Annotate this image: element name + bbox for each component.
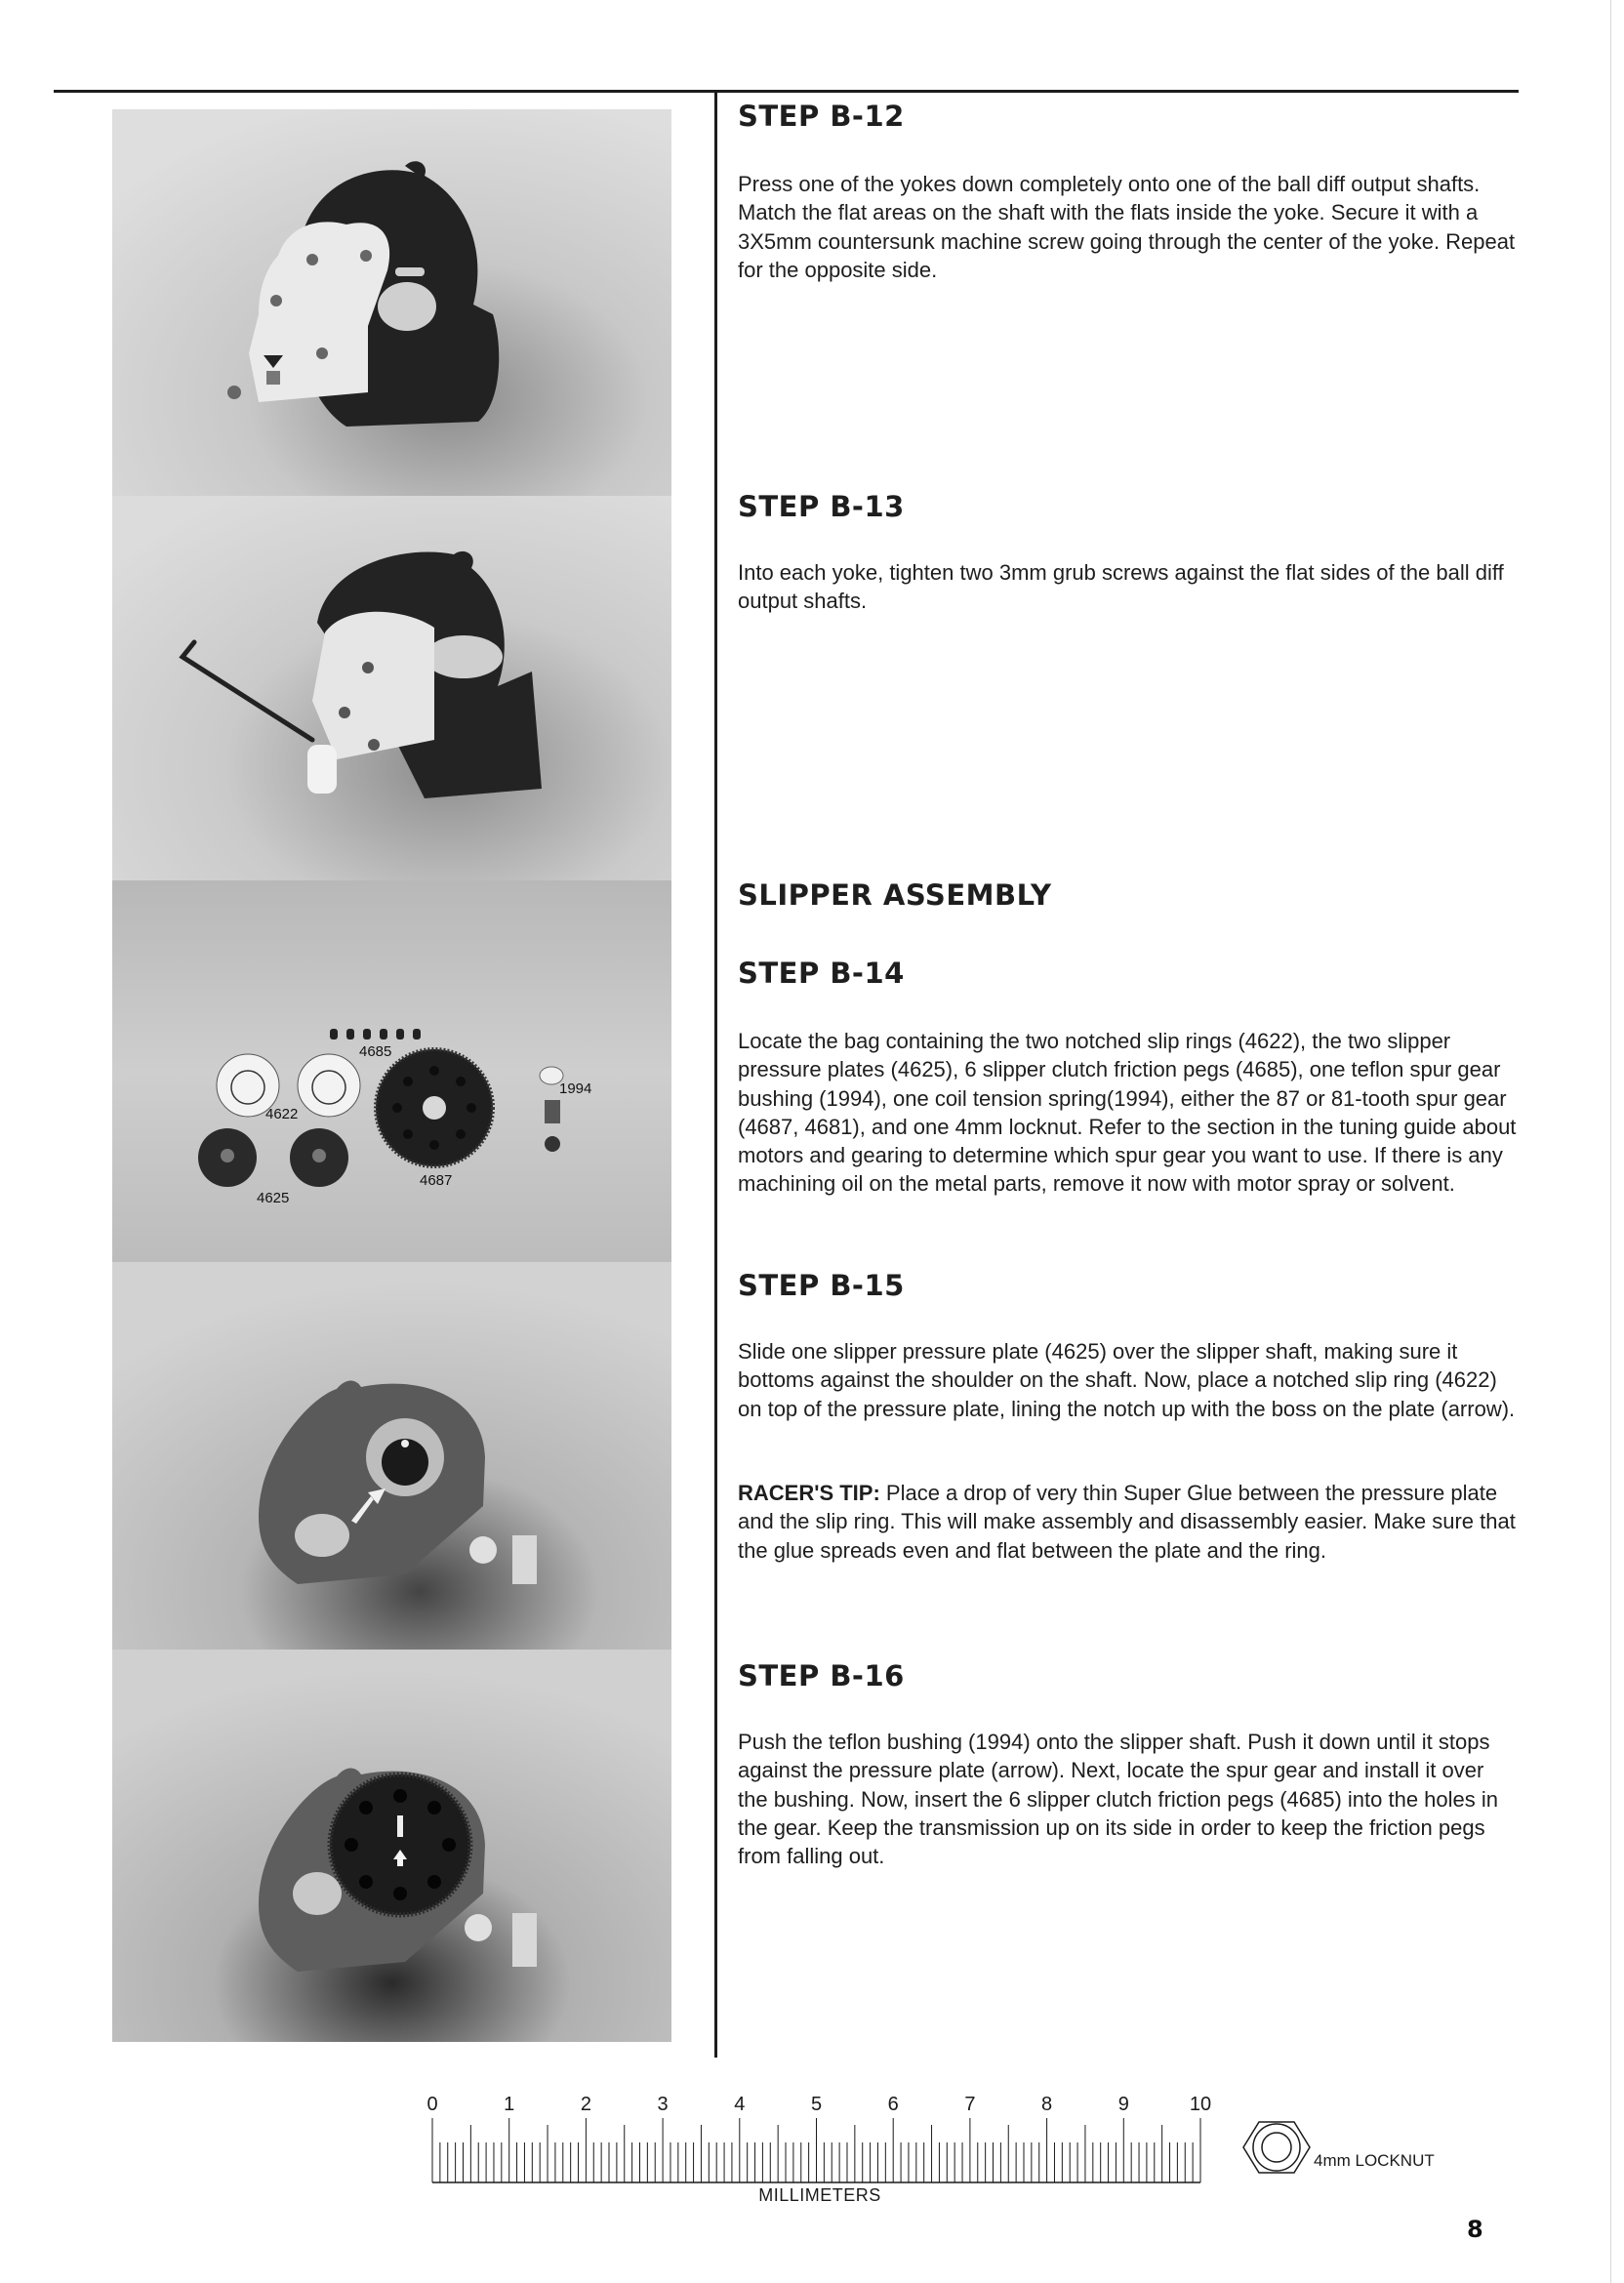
racers-tip xyxy=(738,1479,1519,1565)
ruler-number: 6 xyxy=(887,2094,899,2115)
part-label-1994: 1994 xyxy=(559,1080,592,1097)
step-b15-text: Slide one slipper pressure plate (4625) over the slipper shaft, making sure it bottoms against the shoulder on the shaft. Now, place a notched slip ring (4622) on top of the pressure plate, lining the notch up with the boss on the plate (arrow). xyxy=(738,1339,1516,1421)
photo-step-b16 xyxy=(112,1650,671,2042)
ruler-units-label: MILLIMETERS xyxy=(758,2185,881,2205)
part-label-4625: 4625 xyxy=(257,1190,290,1206)
top-rule xyxy=(54,90,1519,93)
ruler-scale xyxy=(420,2084,1220,2185)
page-edge xyxy=(1610,0,1611,2283)
photo-step-b13 xyxy=(112,496,671,880)
photo-step-b12 xyxy=(112,109,671,496)
part-label-4685: 4685 xyxy=(359,1043,392,1060)
part-label-4687: 4687 xyxy=(420,1172,453,1189)
millimeter-ruler xyxy=(420,2084,1220,2211)
section-title-slipper-assembly: SLIPPER ASSEMBLY xyxy=(738,878,1052,912)
step-b13-title: STEP B-13 xyxy=(738,490,905,523)
ruler-number: 4 xyxy=(734,2094,746,2115)
step-b14-text: Locate the bag containing the two notched slip rings (4622), the two slipper pressure plates (4625), 6 slipper clutch friction pegs (4685), one teflon spur gear bushing (1994), one coil tension spring(1994), either the 87 or 81-tooth spur gear (4687, 4681), and one 4mm locknut. Refer to the section in the tuning guide about motors and gearing to determine which spur gear you want to use. If there is any machining oil on the metal parts, remove it now with motor spray or solvent. xyxy=(738,1029,1517,1197)
locknut-label: 4mm LOCKNUT xyxy=(1314,2151,1435,2170)
racers-tip-label: RACER'S TIP: xyxy=(738,1481,880,1505)
page-number: 8 xyxy=(1467,2216,1483,2243)
step-b16-text: Push the teflon bushing (1994) onto the slipper shaft. Push it down until it stops against the pressure plate (arrow). Next, locate the spur gear and install it over the bushing. Now, insert the 6 slipper clutch friction pegs (4685) into the holes in the gear. Keep the transmission up on its side in order to keep the friction pegs from falling out. xyxy=(738,1730,1499,1869)
part-label-4622: 4622 xyxy=(265,1106,299,1122)
photo-step-b14-parts xyxy=(112,880,671,1262)
ruler-number: 0 xyxy=(426,2094,438,2115)
ruler-number: 3 xyxy=(657,2094,669,2115)
step-b13-text: Into each yoke, tighten two 3mm grub screws against the flat sides of the ball diff output shafts. xyxy=(738,560,1504,614)
ruler-number: 2 xyxy=(580,2094,591,2115)
step-b12-title: STEP B-12 xyxy=(738,100,905,133)
hex-nut-icon xyxy=(1241,2118,1312,2177)
ruler-number: 10 xyxy=(1189,2094,1212,2115)
photo-column xyxy=(112,109,671,2042)
photo-step-b15 xyxy=(112,1262,671,1650)
step-b12-text: Press one of the yokes down completely onto one of the ball diff output shafts. Match the flat areas on the shaft with the flats inside the yoke. Secure it with a 3X5mm countersunk machine screw going through the center of the yoke. Repeat for the opposite side. xyxy=(738,172,1516,282)
ruler-number: 5 xyxy=(810,2094,823,2115)
ruler-number: 1 xyxy=(504,2094,515,2115)
ruler-number: 8 xyxy=(1041,2094,1053,2115)
ruler-number: 7 xyxy=(964,2094,976,2115)
step-b16-title: STEP B-16 xyxy=(738,1659,905,1692)
racers-tip-text: Place a drop of very thin Super Glue between the pressure plate and the slip ring. This will make assembly and disassembly easier. Make sure that the glue spreads even and flat between the plate and the ring. xyxy=(738,1481,1516,1563)
locknut-diagram xyxy=(1241,2118,1495,2177)
step-b15-title: STEP B-15 xyxy=(738,1269,905,1302)
column-divider xyxy=(714,92,717,2058)
ruler-number: 9 xyxy=(1117,2094,1129,2115)
step-b14-title: STEP B-14 xyxy=(738,957,905,990)
